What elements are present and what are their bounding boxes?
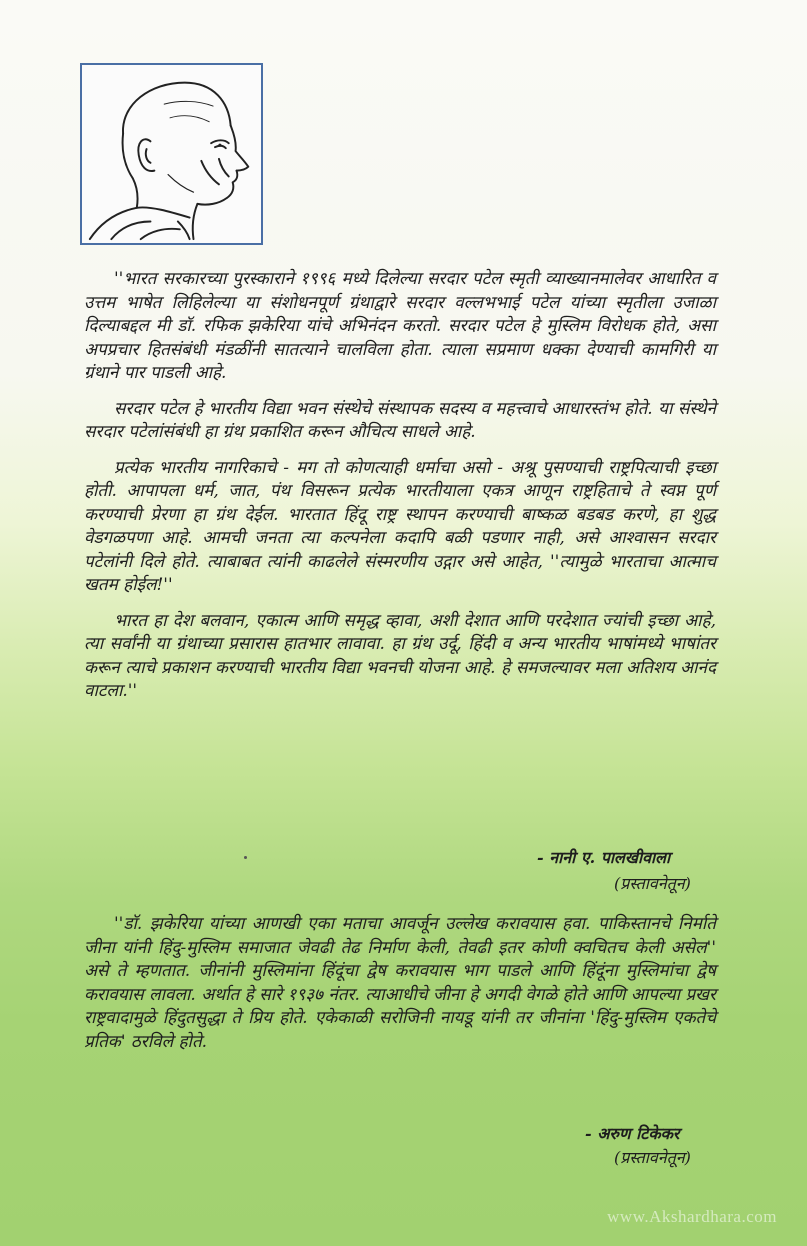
quote-2-paragraph-1: ''डॉ. झकेरिया यांच्या आणखी एका मताचा आवर्जून उल्लेख करावयास हवा. पाकिस्तानचे निर्माते जीना यांनी हिंदु-मुस्लिम समाजात जेवढी तेढ निर्माण केली, तेवढी इतर कोणी क्वचितच केली असेल'' असे ते म्हणतात. जीनांनी मुस्लिमांना हिंदूंचा द्वेष करावयास भाग पाडले आणि हिंदूंना मुस्लिमांचा द्वेष करावयास लावला. अर्थात हे सारे १९३७ नंतर. त्याआधीचे जीना हे अगदी वेगळे होते आणि आपल्या प्रखर राष्ट्रवादामुळे हिंदुतसुद्धा ते प्रिय होते. एकेकाळी सरोजिनी नायडू यांनी तर जीनांना 'हिंदु-मुस्लिम एकतेचे प्रतिक' ठरविले होते. bbox=[84, 914, 716, 1052]
quote-1-source: (प्रस्तावनेतून) bbox=[614, 874, 691, 893]
quote-1-author: - नानी ए. पालखीवाला bbox=[537, 848, 671, 867]
quote-1-body bbox=[84, 268, 716, 716]
website-watermark: www.Akshardhara.com bbox=[607, 1207, 777, 1226]
quote-2-body bbox=[84, 913, 716, 1066]
speck-mark bbox=[244, 856, 247, 859]
quote-1-paragraph-2: सरदार पटेल हे भारतीय विद्या भवन संस्थेचे संस्थापक सदस्य व महत्त्वाचे आधारस्तंभ होते. या संस्थेने सरदार पटेलांसंबंधी हा ग्रंथ प्रकाशित करून औचित्य साधले आहे. bbox=[84, 398, 716, 442]
portrait-sketch bbox=[80, 63, 263, 245]
quote-2-author: - अरुण टिकेकर bbox=[585, 1124, 680, 1143]
quote-1-paragraph-1: ''भारत सरकारच्या पुरस्काराने १९९६ मध्ये दिलेल्या सरदार पटेल स्मृती व्याख्यानमालेवर आधारित व उत्तम भाषेत लिहिलेल्या या संशोधनपूर्ण ग्रंथाद्वारे सरदार वल्लभभाई पटेल यांच्या स्मृतीला उजाळा दिल्याबद्दल मी डॉ. रफिक झकेरिया यांचे अभिनंदन करतो. सरदार पटेल हे मुस्लिम विरोधक होते, असा अपप्रचार हितसंबंधी मंडळींनी सातत्याने चालविला होता. त्याला सप्रमाण धक्का देण्याची कामगिरी या ग्रंथाने पार पाडली आहे. bbox=[84, 269, 716, 383]
quote-1-paragraph-4: भारत हा देश बलवान, एकात्म आणि समृद्ध व्हावा, अशी देशात आणि परदेशात ज्यांची इच्छा आहे, त्या सर्वांनी या ग्रंथाच्या प्रसारास हातभार लावावा. हा ग्रंथ उर्दू, हिंदी व अन्य भारतीय भाषांमध्ये भाषांतर करून त्याचे प्रकाशन करण्याची भारतीय विद्या भवनची योजना आहे. हे समजल्यावर मला अतिशय आनंद वाटला.'' bbox=[84, 610, 716, 701]
quote-2-source: (प्रस्तावनेतून) bbox=[614, 1148, 691, 1167]
sardar-patel-sketch-image bbox=[82, 65, 261, 243]
quote-1-paragraph-3: प्रत्येक भारतीय नागरिकाचे - मग तो कोणत्याही धर्माचा असो - अश्रू पुसण्याची राष्ट्रपित्याची इच्छा होती. आपापला धर्म, जात, पंथ विसरून प्रत्येक भारतीयाला एकत्र आणून राष्ट्रहिताचे ते स्वप्न पूर्ण करण्याची प्रेरणा हा ग्रंथ देईल. भारतात हिंदू राष्ट्र स्थापन करण्याची बाष्कळ बडबड करणे, हा शुद्ध वेडगळपणा आहे. आमची जनता त्या कल्पनेला कदापि बळी पडणार नाही, असे आश्वासन सरदार पटेलांनी दिले होते. त्याबाबत त्यांनी काढलेले संस्मरणीय उद्गार असे आहेत, ''त्यामुळे भारताचा आत्माच खतम होईल!'' bbox=[84, 457, 716, 595]
